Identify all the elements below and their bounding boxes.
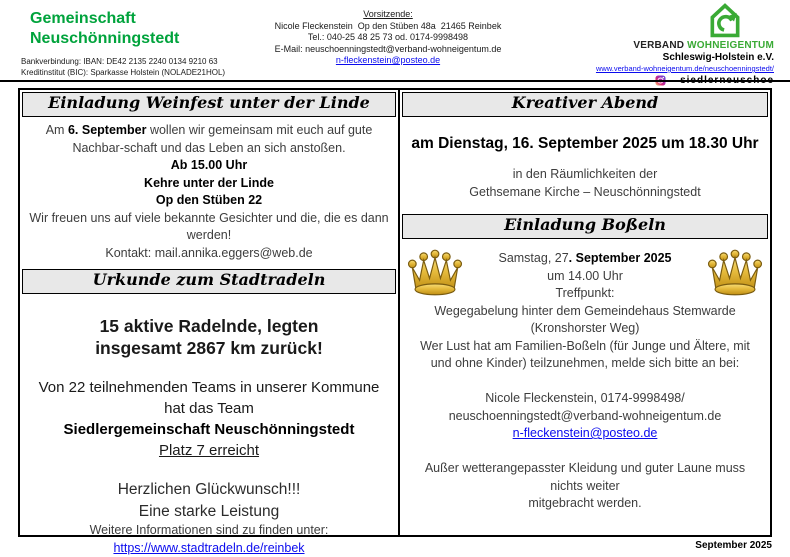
- bosseln-note1: Außer wetterangepasster Kleidung und guter Laune muss: [424, 461, 746, 475]
- weinfest-contact: Kontakt: mail.annika.eggers@web.de: [105, 245, 313, 260]
- bank-details: [21, 56, 225, 78]
- stadtradeln-more-info: Weitere Informationen sind zu finden unter:: [89, 523, 329, 537]
- stadtradeln-headline1: 15 aktive Radelnde, legten: [99, 316, 319, 336]
- stadtradeln-body1: Von 22 teilnehmenden Teams in unserer Kommune: [38, 379, 380, 396]
- bosseln-contact-link[interactable]: n-fleckenstein@posteo.de: [512, 426, 658, 440]
- bank-bic-line: Kreditinstitut (BIC): Sparkasse Holstein (NOLADE21HOL): [21, 68, 226, 77]
- verband-name: [596, 40, 774, 52]
- kreativer-abend-section: [400, 117, 770, 212]
- bosseln-section: [400, 239, 770, 513]
- stadtradeln-headline2: insgesamt 2867 km zurück!: [95, 338, 323, 358]
- bosseln-note3: mitgebracht werden.: [528, 496, 642, 510]
- chairwoman-contact-block: [238, 9, 538, 67]
- stadtradeln-congrats2: Eine starke Leistung: [138, 502, 280, 520]
- org-name-block: [30, 9, 179, 49]
- section-banner-kreativer-abend: [402, 92, 768, 117]
- bosseln-note2: nichts weiter: [550, 478, 620, 493]
- bank-iban-line: Bankverbindung: IBAN: DE42 2135 2240 0134 9210 63: [21, 57, 218, 66]
- verband-region: Schleswig-Holstein e.V.: [662, 52, 774, 63]
- stadtradeln-link[interactable]: https://www.stadtradeln.de/reinbek: [113, 540, 305, 555]
- weinfest-intro-pre: Am: [45, 123, 68, 137]
- kreativ-location2: Gethsemane Kirche – Neuschönningstedt: [469, 184, 701, 199]
- issue-date: September 2025: [695, 540, 772, 551]
- verband-name-black: VERBAND: [633, 40, 688, 51]
- kreativ-location1: in den Räumlichkeiten der: [512, 167, 658, 181]
- house-arrow-logo-icon: [704, 2, 746, 40]
- weinfest-address: Op den Stüben 22: [155, 193, 263, 207]
- stadtradeln-team: Siedlergemeinschaft Neuschönningstedt: [63, 421, 355, 438]
- bosseln-contact-name: Nicole Fleckenstein, 0174-9998498/: [485, 391, 685, 405]
- crown-right-icon: [706, 247, 764, 299]
- weinfest-outro: Wir freuen uns auf viele bekannte Gesichter und die, die es dann werden!: [29, 210, 389, 242]
- crown-left-icon: [406, 247, 464, 299]
- org-name-line2: Neuschönningstedt: [30, 30, 180, 47]
- bosseln-date-bold: . September 2025: [568, 251, 672, 265]
- bosseln-invite: Wer Lust hat am Familien-Boßeln (für Junge und Ältere, mit und ohne Kinder) teilzunehmen, melde sich bitte an bei:: [420, 338, 750, 370]
- verband-block: [596, 2, 774, 87]
- stadtradeln-title: Urkunde zum Stadtradeln: [92, 270, 326, 289]
- chair-heading: Vorsitzende:: [363, 9, 413, 19]
- section-banner-bosseln: [402, 214, 768, 239]
- main-table: [18, 88, 772, 555]
- verband-website-link[interactable]: www.verband-wohneigentum.de/neuschoenningstedt/: [595, 64, 774, 73]
- bosseln-meet2: (Kronshorster Weg): [530, 321, 640, 335]
- stadtradeln-rank: Platz 7 erreicht: [158, 442, 260, 459]
- stadtradeln-body2: hat das Team: [164, 400, 254, 417]
- stadtradeln-congrats1: Herzlichen Glückwunsch!!!: [117, 481, 301, 498]
- header-divider-rule: [0, 80, 790, 82]
- weinfest-venue: Kehre unter der Linde: [144, 175, 274, 190]
- verband-logo: [596, 2, 746, 40]
- weinfest-intro-post: wollen wir gemeinsam mit euch auf gute Nachbar-schaft und das Leben an sich anstoßen.: [72, 123, 373, 155]
- bosseln-time: um 14.00 Uhr: [547, 268, 623, 283]
- chair-email-link[interactable]: n-fleckenstein@posteo.de: [335, 55, 441, 65]
- weinfest-time: Ab 15.00 Uhr: [170, 158, 248, 172]
- bosseln-title: Einladung Boßeln: [504, 215, 666, 234]
- weinfest-intro-date: 6. September: [67, 123, 147, 137]
- stadtradeln-section: [20, 294, 398, 557]
- weinfest-intro: [29, 122, 389, 157]
- weinfest-title: Einladung Weinfest unter der Linde: [48, 93, 370, 112]
- bosseln-meet-label: Treffpunkt:: [555, 286, 615, 300]
- section-banner-weinfest: [22, 92, 396, 117]
- kreativ-date: am Dienstag, 16. September 2025 um 18.30 Uhr: [411, 135, 759, 152]
- chair-phone: Tel.: 040-25 48 25 73 od. 0174-9998498: [307, 32, 469, 42]
- kreativer-abend-title: Kreativer Abend: [511, 93, 659, 112]
- weinfest-section: [20, 117, 398, 262]
- chair-name-address: Nicole Fleckenstein Op den Stüben 48a 21465 Reinbek: [274, 20, 502, 31]
- org-name-line1: Gemeinschaft: [30, 10, 136, 27]
- bosseln-contact-email: neuschoenningstedt@verband-wohneigentum.de: [448, 408, 722, 423]
- bosseln-date-pre: Samstag, 27: [498, 251, 569, 265]
- bosseln-meet1: Wegegabelung hinter dem Gemeindehaus Stemwarde: [434, 303, 736, 318]
- page-header: [0, 0, 790, 80]
- left-column: [20, 90, 398, 555]
- chair-email: E-Mail: neuschoenningstedt@verband-wohneigentum.de: [274, 43, 502, 54]
- section-banner-stadtradeln: [22, 269, 396, 294]
- verband-name-green: WOHNEIGENTUM: [687, 40, 774, 51]
- right-column: [398, 90, 770, 535]
